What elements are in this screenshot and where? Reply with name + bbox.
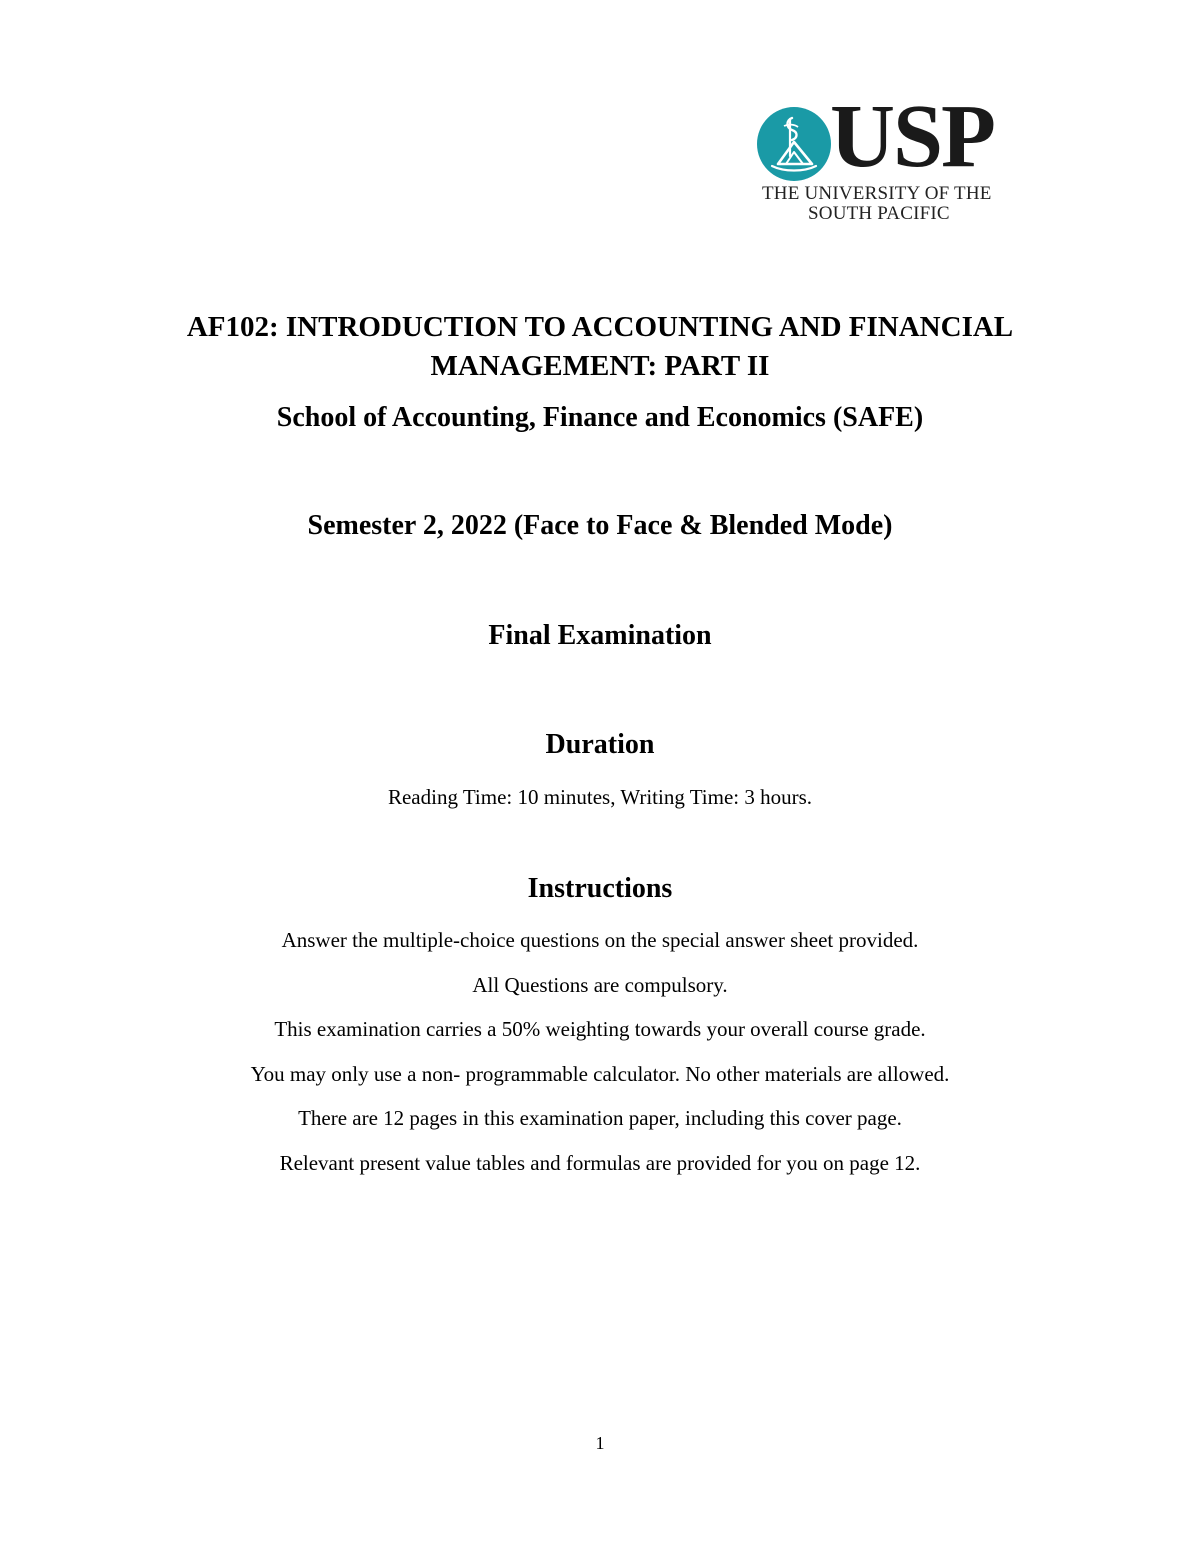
logo-subtitle-line2: SOUTH PACIFIC — [808, 203, 950, 224]
course-title-line2: MANAGEMENT: PART II — [430, 350, 770, 382]
instruction-item: Answer the multiple-choice questions on the special answer sheet provided. — [281, 928, 919, 952]
instruction-item: There are 12 pages in this examination paper, including this cover page. — [298, 1106, 902, 1131]
instruction-item: Relevant present value tables and formulas are provided for you on page 12. — [279, 1150, 921, 1175]
duration-text: Reading Time: 10 minutes, Writing Time: 3 hours. — [387, 785, 813, 809]
school-name: School of Accounting, Finance and Economics (SAFE) — [276, 402, 924, 433]
logo-wordmark: USP — [830, 87, 995, 186]
instruction-item: All Questions are compulsory. — [472, 972, 728, 997]
instruction-item: You may only use a non- programmable calculator. No other materials are allowed. — [250, 1061, 950, 1086]
semester-line: Semester 2, 2022 (Face to Face & Blended Mode) — [307, 510, 893, 541]
course-title-line1: AF102: INTRODUCTION TO ACCOUNTING AND FINANCIAL — [186, 311, 1014, 343]
logo-subtitle-line1: THE UNIVERSITY OF THE — [762, 183, 992, 204]
logo-subtitle — [762, 184, 1018, 224]
instruction-item: This examination carries a 50% weighting towards your overall course grade. — [274, 1017, 926, 1042]
exam-type: Final Examination — [488, 620, 712, 651]
usp-emblem-icon — [756, 106, 832, 182]
usp-logo — [756, 87, 1020, 230]
page-number: 1 — [595, 1433, 605, 1453]
course-title — [0, 308, 1200, 386]
duration-heading: Duration — [545, 729, 655, 760]
instructions-heading: Instructions — [527, 873, 673, 904]
instructions-list — [0, 927, 1200, 1195]
